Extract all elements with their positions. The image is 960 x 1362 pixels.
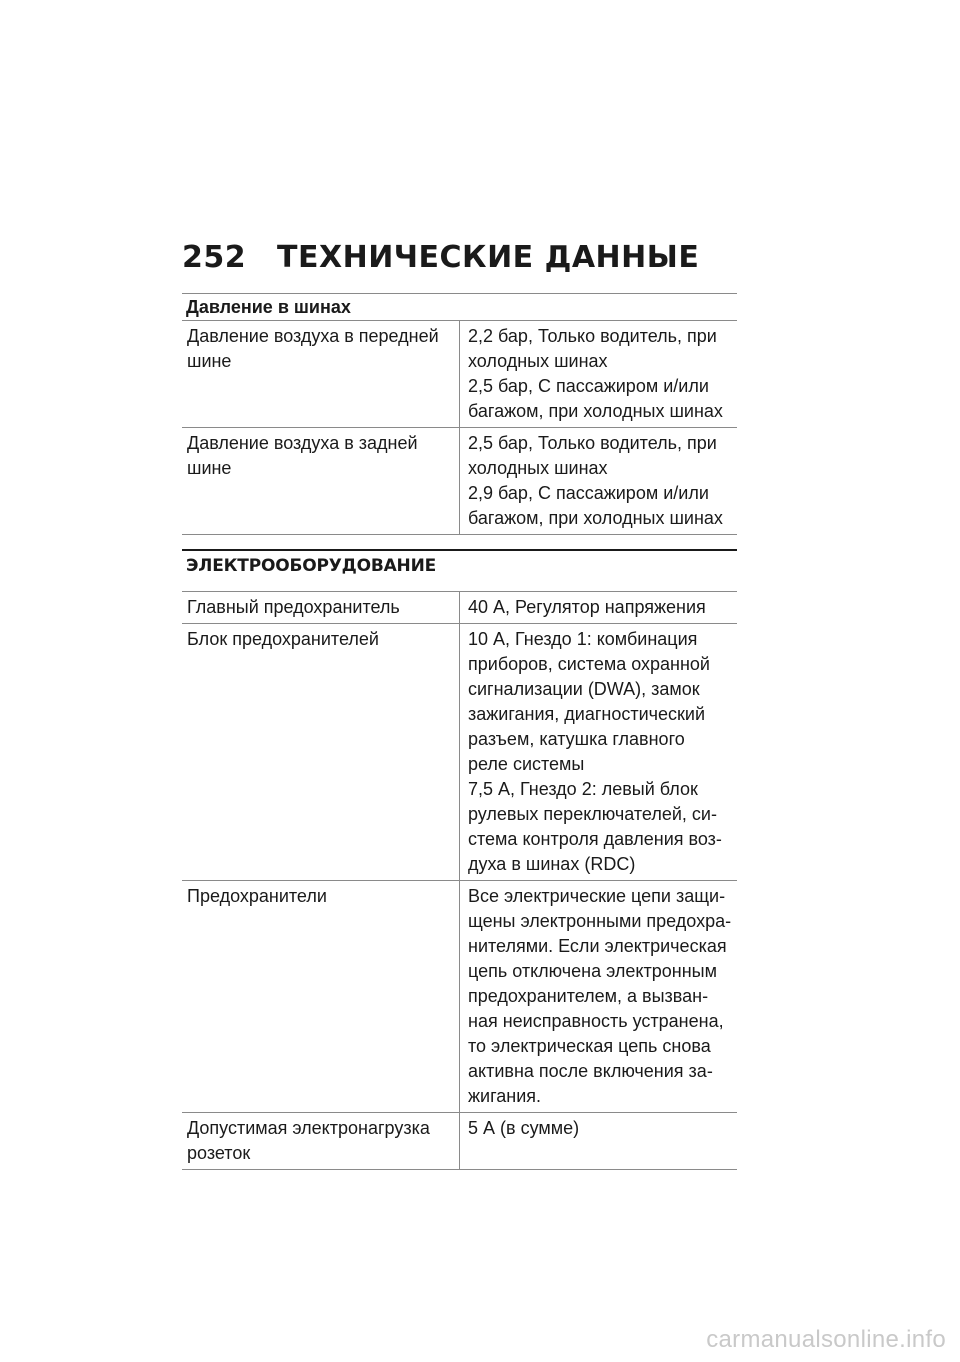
text-line: то электрическая цепь снова [468, 1036, 711, 1056]
page-number: 252 [182, 240, 247, 275]
text-line: стема контроля давления воз- [468, 829, 722, 849]
text-line: Предохранители [187, 886, 327, 906]
spec-label [182, 428, 460, 535]
table-row [182, 1113, 737, 1170]
spec-label [182, 321, 460, 428]
text-line: Давление воздуха в передней [187, 326, 439, 346]
spec-value [460, 428, 738, 535]
table-row [182, 321, 737, 428]
text-line: Давление воздуха в задней [187, 433, 418, 453]
text-line: 10 А, Гнездо 1: комбинация [468, 629, 698, 649]
text-line: жигания. [468, 1086, 542, 1106]
table-row [182, 881, 737, 1113]
text-line: Блок предохранителей [187, 629, 379, 649]
text-line: цепь отключена электронным [468, 961, 717, 981]
table-row [182, 592, 737, 624]
text-line: багажом, при холодных шинах [468, 508, 723, 528]
tire-pressure-table [182, 320, 737, 535]
text-line: багажом, при холодных шинах [468, 401, 723, 421]
text-line: реле системы [468, 754, 585, 774]
section-title-tire-pressure: Давление в шинах [182, 293, 737, 320]
text-line: розеток [187, 1143, 251, 1163]
text-line: шине [187, 458, 232, 478]
page-header [182, 240, 742, 280]
text-line: разъем, катушка главного [468, 729, 685, 749]
spec-label [182, 881, 460, 1113]
spec-value [460, 624, 738, 881]
chapter-title: ТЕХНИЧЕСКИЕ ДАННЫЕ [277, 240, 700, 275]
text-line: приборов, система охранной [468, 654, 710, 674]
text-line: сигнализации (DWA), замок [468, 679, 700, 699]
text-line: активна после включения за- [468, 1061, 713, 1081]
spec-label [182, 624, 460, 881]
text-line: 40 А, Регулятор напряжения [468, 597, 706, 617]
text-line: ная неисправность устранена, [468, 1011, 724, 1031]
text-line: Главный предохранитель [187, 597, 400, 617]
table-row [182, 428, 737, 535]
content [182, 293, 737, 1170]
text-line: 2,9 бар, С пассажиром и/или [468, 483, 709, 503]
spec-value [460, 592, 738, 624]
text-line: предохранителем, а вызван- [468, 986, 709, 1006]
text-line: 2,2 бар, Только водитель, при [468, 326, 717, 346]
text-line: щены электронными предохра- [468, 911, 732, 931]
text-line: 5 А (в сумме) [468, 1118, 580, 1138]
spec-value [460, 881, 738, 1113]
text-line: Допустимая электронагрузка [187, 1118, 430, 1138]
electrical-table [182, 591, 737, 1170]
text-line: 2,5 бар, Только водитель, при [468, 433, 717, 453]
text-line: шине [187, 351, 232, 371]
spec-value [460, 321, 738, 428]
table-row [182, 624, 737, 881]
text-line: холодных шинах [468, 351, 608, 371]
text-line: рулевых переключателей, си- [468, 804, 717, 824]
spec-label [182, 1113, 460, 1170]
section-title-electrical: ЭЛЕКТРООБОРУДОВАНИЕ [182, 549, 737, 591]
text-line: нителями. Если электрическая [468, 936, 727, 956]
text-line: духа в шинах (RDC) [468, 854, 636, 874]
text-line: зажигания, диагностический [468, 704, 706, 724]
spec-label [182, 592, 460, 624]
spec-value [460, 1113, 738, 1170]
text-line: Все электрические цепи защи- [468, 886, 726, 906]
text-line: 2,5 бар, С пассажиром и/или [468, 376, 709, 396]
watermark: carmanualsonline.info [706, 1326, 946, 1353]
text-line: 7,5 А, Гнездо 2: левый блок [468, 779, 698, 799]
text-line: холодных шинах [468, 458, 608, 478]
